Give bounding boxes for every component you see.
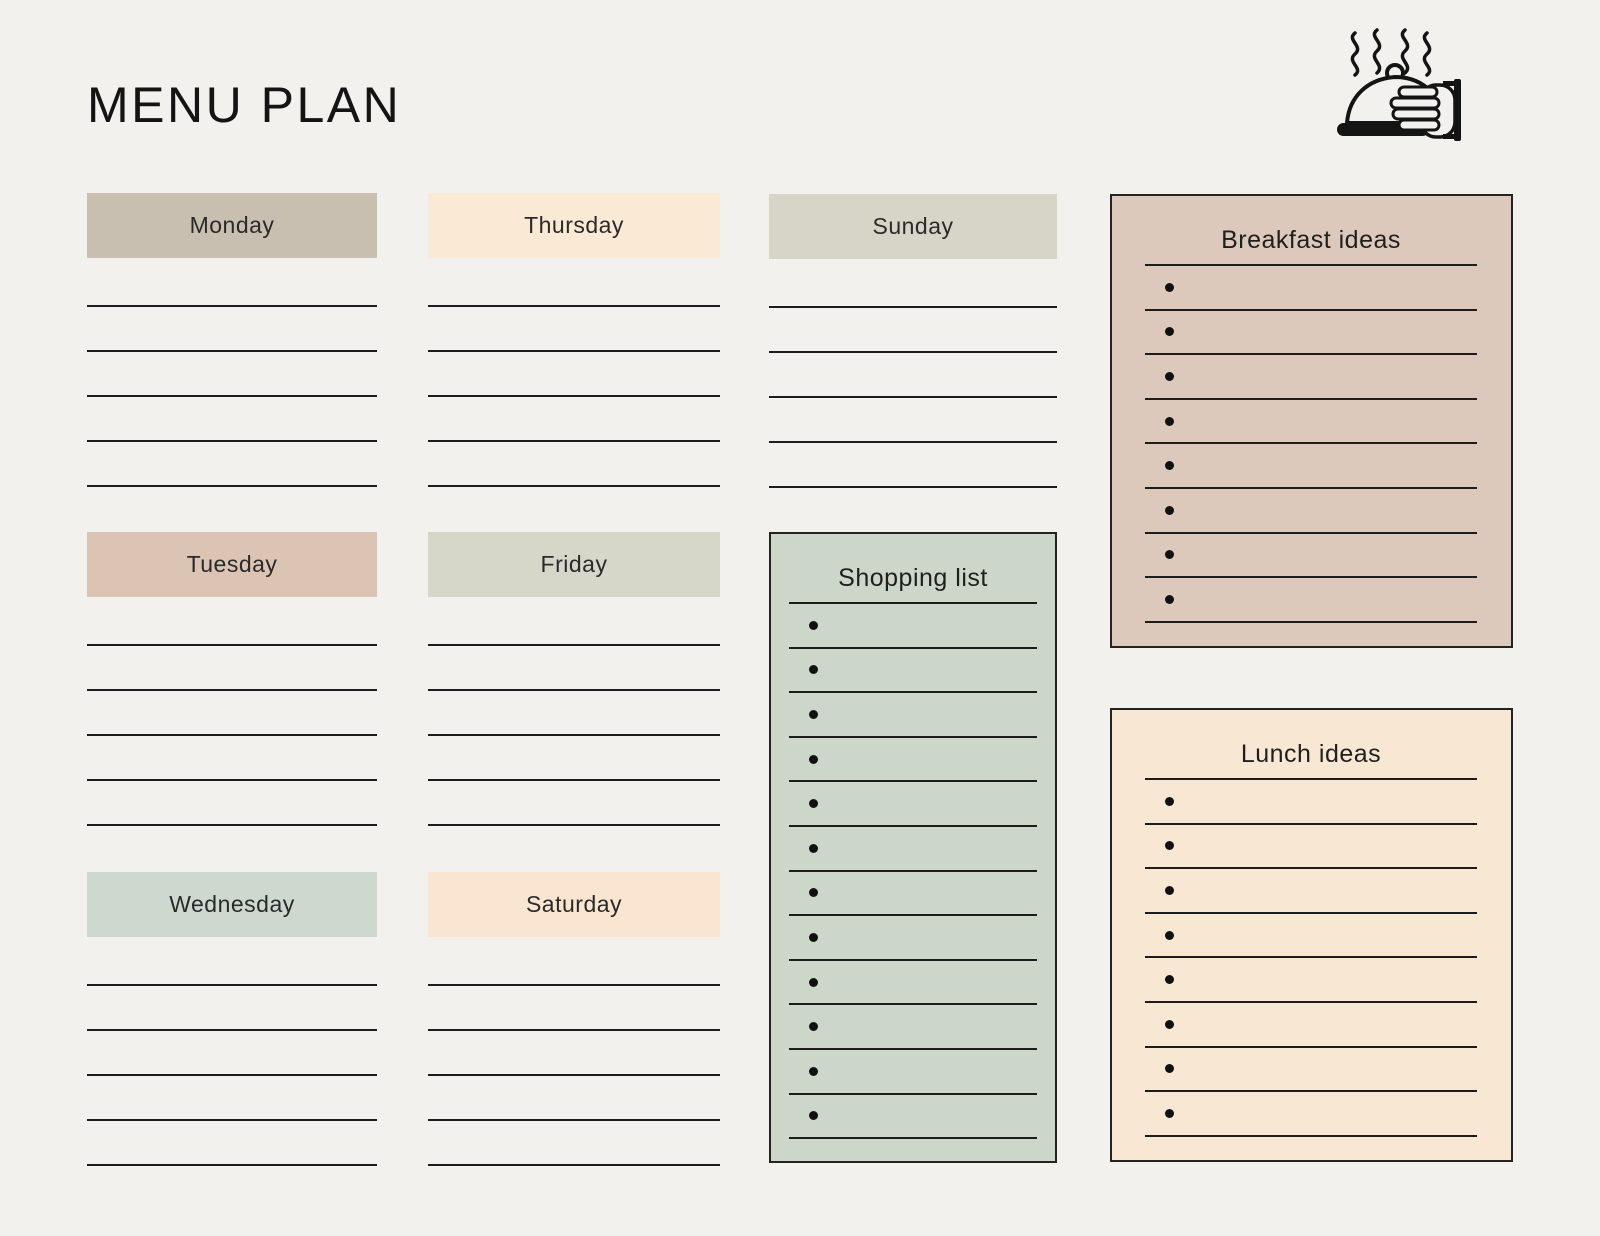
write-line — [428, 986, 720, 1031]
day-header-tuesday: Tuesday — [87, 532, 377, 597]
list-row — [1145, 266, 1477, 311]
friday-write-lines — [428, 597, 720, 826]
day-header-saturday: Saturday — [428, 872, 720, 937]
bullet-icon — [1165, 372, 1174, 381]
bullet-icon — [1165, 797, 1174, 806]
breakfast-ideas-items — [1112, 266, 1511, 623]
bullet-icon — [1165, 931, 1174, 940]
list-row — [1145, 825, 1477, 870]
list-row — [1145, 1003, 1477, 1048]
list-row — [1145, 1092, 1477, 1137]
write-line — [428, 397, 720, 442]
write-line — [769, 263, 1057, 308]
day-header-monday: Monday — [87, 193, 377, 258]
write-line — [428, 262, 720, 307]
bullet-icon — [1165, 1020, 1174, 1029]
list-row — [789, 693, 1037, 738]
list-row — [1145, 400, 1477, 445]
lunch-ideas-items — [1112, 780, 1511, 1137]
bullet-icon — [1165, 1064, 1174, 1073]
write-line — [769, 398, 1057, 443]
write-line — [87, 307, 377, 352]
list-row — [1145, 1048, 1477, 1093]
list-row — [789, 738, 1037, 783]
list-row — [789, 782, 1037, 827]
list-row — [1145, 444, 1477, 489]
write-line — [87, 1121, 377, 1166]
bullet-icon — [809, 844, 818, 853]
list-row — [1145, 489, 1477, 534]
bullet-icon — [1165, 595, 1174, 604]
bullet-icon — [1165, 283, 1174, 292]
bullet-icon — [809, 621, 818, 630]
write-line — [428, 646, 720, 691]
list-row — [1145, 534, 1477, 579]
breakfast-ideas-box — [1110, 194, 1513, 648]
list-row — [789, 872, 1037, 917]
bullet-icon — [1165, 841, 1174, 850]
write-line — [428, 442, 720, 487]
write-line — [428, 941, 720, 986]
bullet-icon — [1165, 886, 1174, 895]
day-block-wednesday — [87, 872, 377, 1166]
list-row — [789, 916, 1037, 961]
lunch-ideas-box — [1110, 708, 1513, 1162]
write-line — [769, 308, 1057, 353]
day-header-friday: Friday — [428, 532, 720, 597]
write-line — [87, 262, 377, 307]
write-line — [87, 736, 377, 781]
bullet-icon — [1165, 327, 1174, 336]
bullet-icon — [809, 755, 818, 764]
sunday-write-lines — [769, 259, 1057, 488]
bullet-icon — [809, 710, 818, 719]
write-line — [428, 691, 720, 736]
write-line — [87, 781, 377, 826]
shopping-list-title: Shopping list — [789, 534, 1037, 604]
day-block-sunday — [769, 194, 1057, 488]
write-line — [428, 1121, 720, 1166]
write-line — [769, 353, 1057, 398]
bullet-icon — [1165, 975, 1174, 984]
write-line — [87, 646, 377, 691]
day-block-monday — [87, 193, 377, 487]
day-header-sunday: Sunday — [769, 194, 1057, 259]
day-header-thursday: Thursday — [428, 193, 720, 258]
list-row — [789, 649, 1037, 694]
bullet-icon — [1165, 417, 1174, 426]
list-row — [789, 1005, 1037, 1050]
write-line — [428, 352, 720, 397]
write-line — [428, 781, 720, 826]
saturday-write-lines — [428, 937, 720, 1166]
write-line — [428, 307, 720, 352]
write-line — [87, 352, 377, 397]
list-row — [789, 1095, 1037, 1140]
write-line — [87, 691, 377, 736]
list-row — [789, 961, 1037, 1006]
day-header-wednesday: Wednesday — [87, 872, 377, 937]
shopping-list-items — [771, 604, 1055, 1139]
thursday-write-lines — [428, 258, 720, 487]
day-block-thursday — [428, 193, 720, 487]
list-row — [1145, 311, 1477, 356]
write-line — [87, 986, 377, 1031]
list-row — [1145, 355, 1477, 400]
page-title: MENU PLAN — [87, 77, 402, 133]
tuesday-write-lines — [87, 597, 377, 826]
list-row — [1145, 914, 1477, 959]
bullet-icon — [809, 1067, 818, 1076]
list-row — [789, 827, 1037, 872]
list-row — [1145, 578, 1477, 623]
monday-write-lines — [87, 258, 377, 487]
bullet-icon — [809, 1022, 818, 1031]
write-line — [87, 442, 377, 487]
write-line — [428, 736, 720, 781]
lunch-ideas-title: Lunch ideas — [1145, 710, 1477, 780]
list-row — [1145, 869, 1477, 914]
list-row — [789, 1050, 1037, 1095]
serving-cloche-hand-icon — [1333, 22, 1463, 142]
breakfast-ideas-title: Breakfast ideas — [1145, 196, 1477, 266]
list-row — [1145, 780, 1477, 825]
day-block-friday — [428, 532, 720, 826]
day-block-saturday — [428, 872, 720, 1166]
write-line — [87, 397, 377, 442]
write-line — [87, 1031, 377, 1076]
write-line — [87, 941, 377, 986]
bullet-icon — [809, 933, 818, 942]
write-line — [428, 1076, 720, 1121]
bullet-icon — [809, 665, 818, 674]
bullet-icon — [1165, 1109, 1174, 1118]
write-line — [428, 601, 720, 646]
shopping-list-box — [769, 532, 1057, 1163]
write-line — [87, 601, 377, 646]
bullet-icon — [809, 888, 818, 897]
list-row — [1145, 958, 1477, 1003]
bullet-icon — [809, 1111, 818, 1120]
bullet-icon — [1165, 506, 1174, 515]
bullet-icon — [809, 799, 818, 808]
write-line — [769, 443, 1057, 488]
wednesday-write-lines — [87, 937, 377, 1166]
bullet-icon — [809, 978, 818, 987]
list-row — [789, 604, 1037, 649]
write-line — [87, 1076, 377, 1121]
bullet-icon — [1165, 550, 1174, 559]
day-block-tuesday — [87, 532, 377, 826]
write-line — [428, 1031, 720, 1076]
bullet-icon — [1165, 461, 1174, 470]
